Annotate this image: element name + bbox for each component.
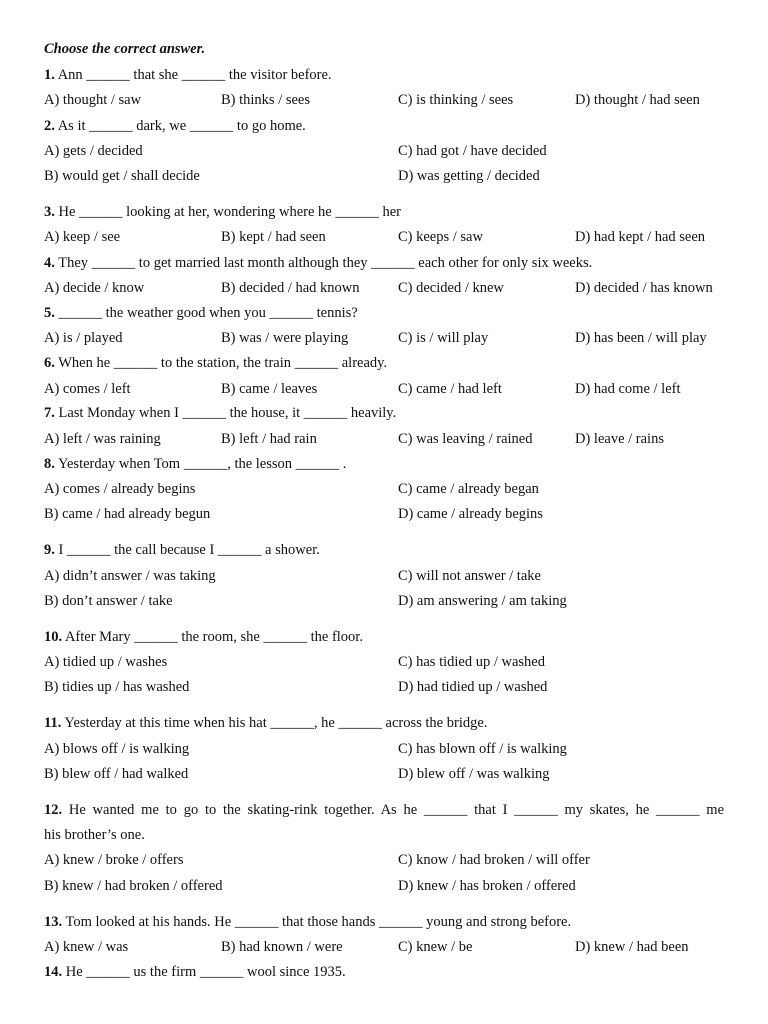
- option-13d[interactable]: D) knew / had been: [575, 939, 689, 955]
- question-3: [44, 203, 724, 221]
- question-2: [44, 117, 724, 135]
- question-text: Last Monday when I ______ the house, it ______ heavily.: [58, 405, 397, 421]
- option-4c[interactable]: C) decided / knew: [398, 280, 504, 296]
- question-10: [44, 628, 724, 646]
- question-11: [44, 714, 724, 732]
- question-text: Yesterday when Tom ______, the lesson ______ .: [57, 456, 347, 472]
- question-text: After Mary ______ the room, she ______ the floor.: [64, 629, 363, 645]
- option-9b[interactable]: B) don’t answer / take: [44, 593, 173, 609]
- option-9d[interactable]: D) am answering / am taking: [398, 593, 567, 609]
- option-12c[interactable]: C) know / had broken / will offer: [398, 852, 590, 868]
- question-number: 7.: [44, 405, 55, 421]
- option-1b[interactable]: B) thinks / sees: [221, 92, 311, 108]
- option-11b[interactable]: B) blew off / had walked: [44, 766, 189, 782]
- option-7c[interactable]: C) was leaving / rained: [398, 431, 533, 447]
- option-12b[interactable]: B) knew / had broken / offered: [44, 878, 223, 894]
- option-9c[interactable]: C) will not answer / take: [398, 568, 541, 584]
- option-11c[interactable]: C) has blown off / is walking: [398, 741, 567, 757]
- option-3d[interactable]: D) had kept / had seen: [575, 229, 706, 245]
- question-number: 10.: [44, 629, 63, 645]
- question-text: I ______ the call because I ______ a shower.: [58, 542, 320, 558]
- option-2d[interactable]: D) was getting / decided: [398, 168, 540, 184]
- option-1a[interactable]: A) thought / saw: [44, 92, 142, 108]
- question-text: Yesterday at this time when his hat ______, he ______ across the bridge.: [64, 715, 488, 731]
- option-1c[interactable]: C) is thinking / sees: [398, 92, 514, 108]
- option-8a[interactable]: A) comes / already begins: [44, 481, 196, 497]
- option-10c[interactable]: C) has tidied up / washed: [398, 654, 545, 670]
- question-number: 1.: [44, 67, 55, 83]
- option-3b[interactable]: B) kept / had seen: [221, 229, 326, 245]
- option-13c[interactable]: C) knew / be: [398, 939, 473, 955]
- question-number: 8.: [44, 456, 55, 472]
- question-number: 5.: [44, 305, 55, 321]
- question-5: [44, 304, 724, 322]
- option-8c[interactable]: C) came / already began: [398, 481, 539, 497]
- question-6: [44, 354, 724, 372]
- option-2b[interactable]: B) would get / shall decide: [44, 168, 200, 184]
- question-text: Ann ______ that she ______ the visitor before.: [57, 67, 332, 83]
- option-7b[interactable]: B) left / had rain: [221, 431, 317, 447]
- question-text: When he ______ to the station, the train ______ already.: [58, 355, 388, 371]
- question-1: [44, 66, 724, 84]
- option-7a[interactable]: A) left / was raining: [44, 431, 161, 447]
- option-6d[interactable]: D) had come / left: [575, 381, 681, 397]
- option-1d[interactable]: D) thought / had seen: [575, 92, 700, 108]
- option-11d[interactable]: D) blew off / was walking: [398, 766, 550, 782]
- question-12-continuation: his brother’s one.: [44, 827, 145, 843]
- option-13b[interactable]: B) had known / were: [221, 939, 343, 955]
- question-number: 13.: [44, 914, 63, 930]
- question-number: 3.: [44, 204, 55, 220]
- option-10b[interactable]: B) tidies up / has washed: [44, 679, 190, 695]
- option-3c[interactable]: C) keeps / saw: [398, 229, 483, 245]
- question-9: [44, 541, 724, 559]
- question-text: He ______ us the firm ______ wool since 1935.: [65, 964, 346, 980]
- question-4: [44, 254, 724, 272]
- question-number: 9.: [44, 542, 55, 558]
- option-7d[interactable]: D) leave / rains: [575, 431, 664, 447]
- question-12: [44, 801, 724, 819]
- question-text: He ______ looking at her, wondering where he ______ her: [58, 204, 401, 220]
- option-8d[interactable]: D) came / already begins: [398, 506, 543, 522]
- question-text: He wanted me to go to the skating-rink together. As he ______ that I ______ my skates, he ______ me: [68, 802, 725, 818]
- option-6c[interactable]: C) came / had left: [398, 381, 502, 397]
- question-7: [44, 404, 724, 422]
- option-2c[interactable]: C) had got / have decided: [398, 143, 547, 159]
- option-2a[interactable]: A) gets / decided: [44, 143, 143, 159]
- option-8b[interactable]: B) came / had already begun: [44, 506, 211, 522]
- option-11a[interactable]: A) blows off / is walking: [44, 741, 190, 757]
- question-13: [44, 913, 724, 931]
- option-3a[interactable]: A) keep / see: [44, 229, 121, 245]
- option-4a[interactable]: A) decide / know: [44, 280, 145, 296]
- option-5d[interactable]: D) has been / will play: [575, 330, 707, 346]
- option-6a[interactable]: A) comes / left: [44, 381, 131, 397]
- question-number: 14.: [44, 964, 63, 980]
- option-12a[interactable]: A) knew / broke / offers: [44, 852, 184, 868]
- question-number: 4.: [44, 255, 55, 271]
- question-number: 11.: [44, 715, 62, 731]
- option-6b[interactable]: B) came / leaves: [221, 381, 318, 397]
- option-10a[interactable]: A) tidied up / washes: [44, 654, 168, 670]
- question-text: Tom looked at his hands. He ______ that those hands ______ young and strong before.: [65, 914, 572, 930]
- option-4b[interactable]: B) decided / had known: [221, 280, 360, 296]
- question-number: 2.: [44, 118, 55, 134]
- option-5c[interactable]: C) is / will play: [398, 330, 489, 346]
- option-5b[interactable]: B) was / were playing: [221, 330, 349, 346]
- question-number: 12.: [44, 802, 63, 818]
- option-12d[interactable]: D) knew / has broken / offered: [398, 878, 576, 894]
- option-9a[interactable]: A) didn’t answer / was taking: [44, 568, 216, 584]
- instructions-title: Choose the correct answer.: [44, 41, 206, 57]
- question-8: [44, 455, 724, 473]
- option-4d[interactable]: D) decided / has known: [575, 280, 713, 296]
- question-number: 6.: [44, 355, 55, 371]
- option-10d[interactable]: D) had tidied up / washed: [398, 679, 548, 695]
- option-5a[interactable]: A) is / played: [44, 330, 123, 346]
- question-14: [44, 963, 724, 981]
- question-text: They ______ to get married last month although they ______ each other for only six weeks.: [58, 255, 593, 271]
- option-13a[interactable]: A) knew / was: [44, 939, 129, 955]
- question-text: As it ______ dark, we ______ to go home.: [57, 118, 306, 134]
- question-text: ______ the weather good when you ______ tennis?: [58, 305, 358, 321]
